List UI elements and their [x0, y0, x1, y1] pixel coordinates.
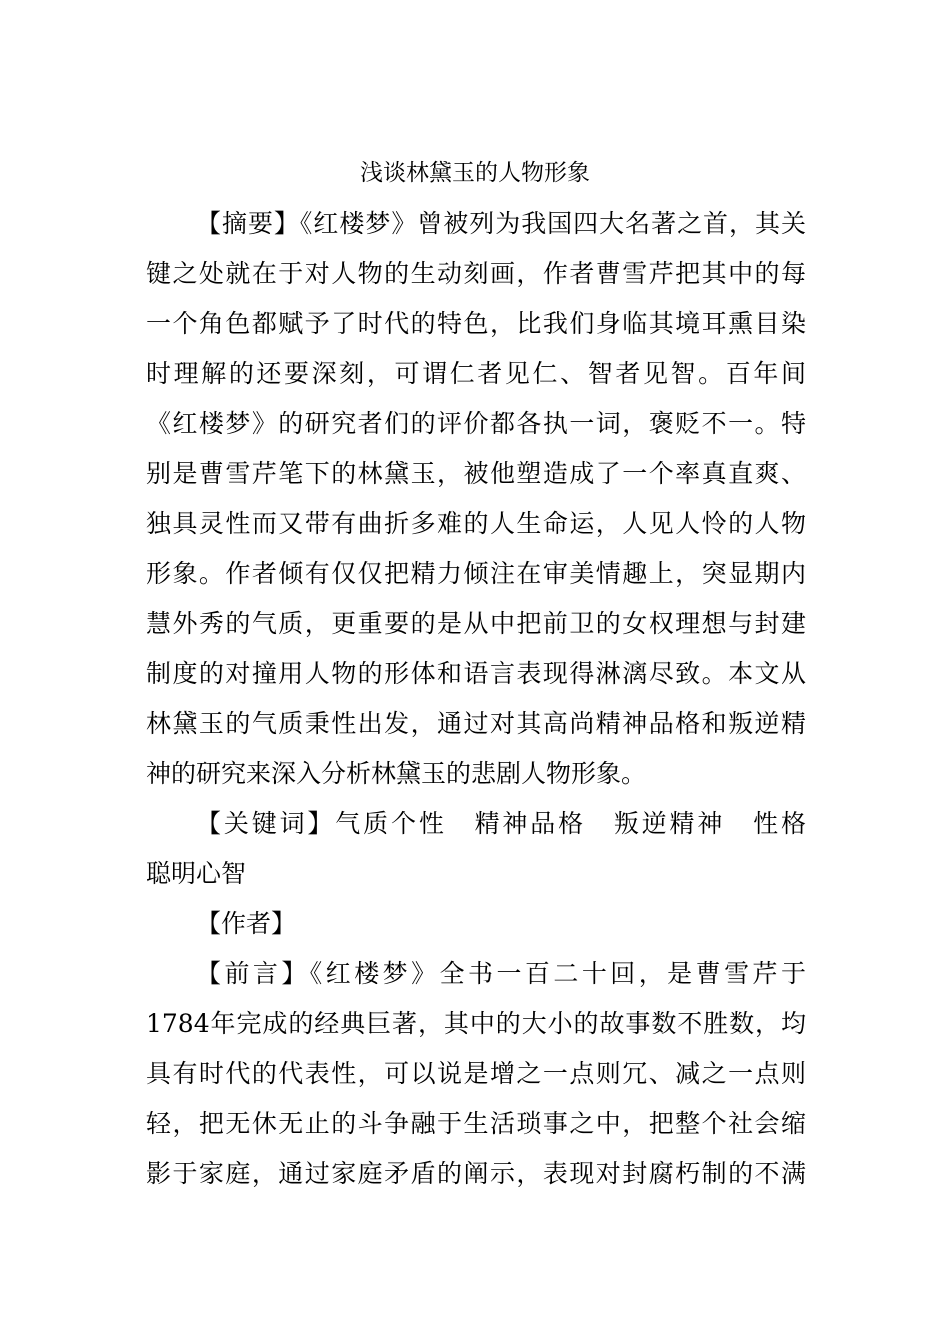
abstract-line: 键之处就在于对人物的生动刻画，作者曹雪芹把其中的每 [146, 259, 806, 288]
keywords-line: 【关键词】气质个性 精神品格 叛逆精神 性格 [196, 809, 806, 838]
abstract-line: 别是曹雪芹笔下的林黛玉，被他塑造成了一个率真直爽、 [146, 459, 806, 488]
abstract-line: 制度的对撞用人物的形体和语言表现得淋漓尽致。本文从 [146, 659, 806, 688]
abstract-line: 林黛玉的气质秉性出发，通过对其高尚精神品格和叛逆精 [146, 709, 806, 738]
abstract-line: 《红楼梦》的研究者们的评价都各执一词，褒贬不一。特 [146, 409, 806, 438]
abstract-line: 慧外秀的气质，更重要的是从中把前卫的女权理想与封建 [146, 609, 806, 638]
abstract-line: 【摘要】《红楼梦》曾被列为我国四大名著之首，其关 [196, 209, 806, 238]
preface-line: 影于家庭，通过家庭矛盾的阐示，表现对封腐朽制的不满 [146, 1159, 806, 1188]
document-title: 浅谈林黛玉的人物形象 [360, 160, 590, 186]
abstract-line: 一个角色都赋予了时代的特色，比我们身临其境耳熏目染 [146, 309, 806, 338]
abstract-line: 形象。作者倾有仅仅把精力倾注在审美情趣上，突显期内 [146, 559, 806, 588]
author-label: 【作者】 [196, 909, 297, 938]
abstract-line: 独具灵性而又带有曲折多难的人生命运，人见人怜的人物 [146, 509, 806, 538]
abstract-line: 时理解的还要深刻，可谓仁者见仁、智者见智。百年间 [146, 359, 806, 388]
preface-line: 具有时代的代表性，可以说是增之一点则冗、减之一点则 [146, 1059, 806, 1088]
preface-line: 轻，把无休无止的斗争融于生活琐事之中，把整个社会缩 [146, 1109, 806, 1138]
preface-line: 【前言】《红楼梦》全书一百二十回，是曹雪芹于 [196, 959, 806, 988]
preface-line: 1784年完成的经典巨著，其中的大小的故事数不胜数，均 [146, 1009, 806, 1038]
keywords-line: 聪明心智 [146, 859, 247, 888]
abstract-line: 神的研究来深入分析林黛玉的悲剧人物形象。 [146, 759, 647, 788]
